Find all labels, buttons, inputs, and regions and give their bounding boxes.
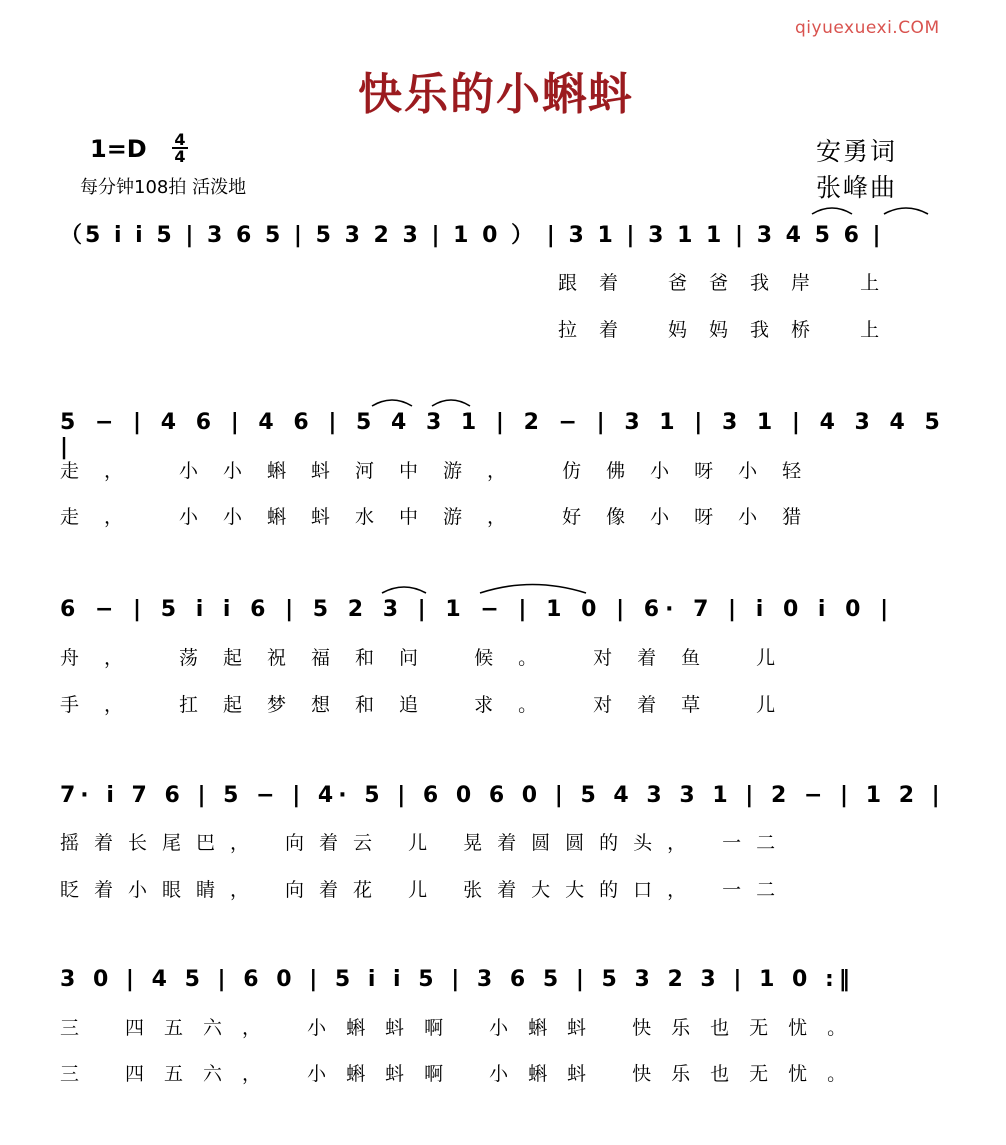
staff-notation: 7· i 7 6 | 5 − | 4· 5 | 6 0 6 0 | 5 4 3 3 1 | 2 − | 1 2 |: [60, 783, 945, 808]
watermark: qiyuexuexi.COM: [795, 18, 940, 38]
staff-notation: （5 i i 5 | 3 6 5 | 5 3 2 3 | 1 0 ） | 3 1 | 3 1 1 | 3 4 5 6 |: [60, 223, 884, 248]
slur-mark: [372, 400, 412, 406]
lyric-line: 舟， 荡起祝福和问 候。 对着鱼 儿: [60, 647, 801, 669]
slur-mark: [884, 208, 928, 214]
lyric-line: 走， 小小蝌蚪河中游， 仿佛小呀小轻: [60, 460, 827, 482]
lyric-line: 眨着小眼睛， 向着花 儿 张着大大的口， 一二: [60, 879, 791, 901]
lyric-line: 三 四五六， 小蝌蚪啊 小蝌蚪 快乐也无忧。: [60, 1017, 867, 1039]
song-title: 快乐的小蝌蚪: [358, 69, 634, 120]
time-signature-top: 4: [174, 130, 186, 149]
lyric-line: 摇着长尾巴， 向着云 儿 晃着圆圆的头， 一二: [60, 832, 791, 854]
composer-credit: 张峰曲: [816, 173, 898, 202]
time-signature-bottom: 4: [172, 147, 188, 164]
lyric-line: 跟着 爸爸我岸 上: [558, 272, 902, 294]
lyric-line: 三 四五六， 小蝌蚪啊 小蝌蚪 快乐也无忧。: [60, 1063, 867, 1085]
staff-notation: 6 − | 5 i i 6 | 5 2 3 | 1 − | 1 0 | 6· 7 | i 0 i 0 |: [60, 597, 895, 622]
slur-mark: [480, 585, 586, 594]
slur-mark: [432, 400, 470, 406]
slur-mark: [382, 587, 426, 593]
slur-mark: [812, 208, 852, 214]
tempo-marking: 每分钟108拍 活泼地: [80, 177, 247, 198]
lyric-line: 手， 扛起梦想和追 求。 对着草 儿: [60, 694, 801, 716]
lyric-line: 走， 小小蝌蚪水中游， 好像小呀小猎: [60, 506, 827, 528]
lyric-line: 拉着 妈妈我桥 上: [558, 319, 902, 341]
lyricist-credit: 安勇词: [816, 137, 898, 166]
staff-notation: 3 0 | 4 5 | 6 0 | 5 i i 5 | 3 6 5 | 5 3 2 3 | 1 0 :‖: [60, 967, 855, 992]
staff-notation: 5 − | 4 6 | 4 6 | 5 4 3 1 | 2 − | 3 1 | 3 1 | 4 3 4 5 |: [60, 410, 946, 460]
key-signature: 1=D: [90, 135, 147, 163]
